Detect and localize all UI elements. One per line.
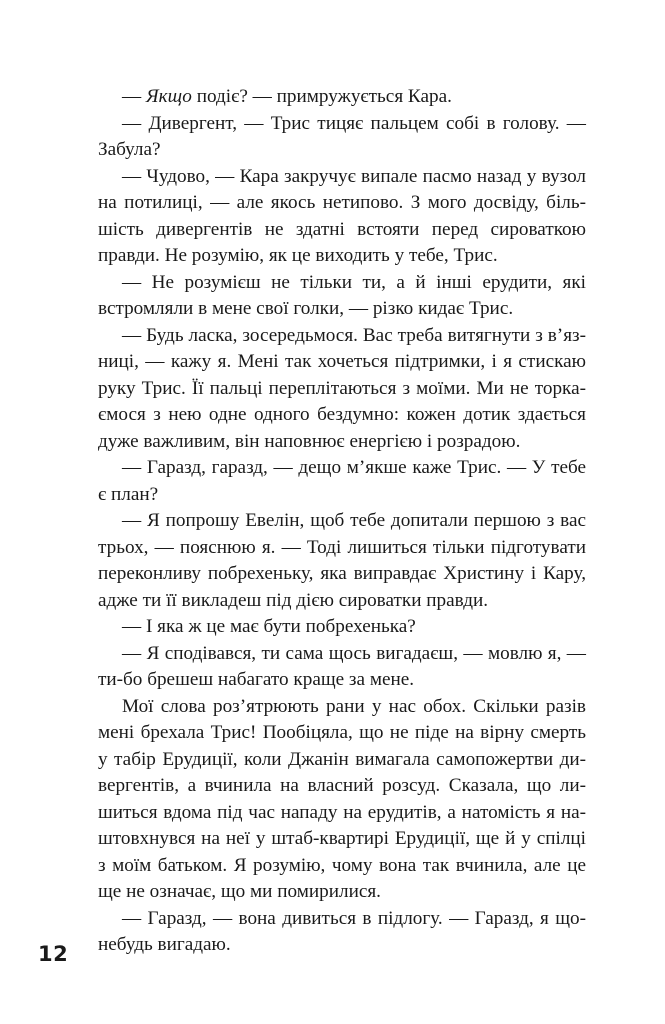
text-line: адже ти її викладеш під дією сироватки правди. xyxy=(98,589,489,611)
text-line: — Я попрошу Евелін, щоб тебе допитали першою з вас xyxy=(122,510,586,531)
text-line: небудь вигадаю. xyxy=(98,934,231,955)
page-number: 12 xyxy=(38,942,69,966)
text-line: штовхнувся на неї у штаб-квартирі Ерудиції, ще й у спілці xyxy=(98,828,586,849)
text-line: вергентів, а вчинила на власний розсуд. Сказала, що ли- xyxy=(98,775,586,796)
text-line: — Чудово, — Кара закручує випале пасмо назад у вузол xyxy=(122,165,586,187)
text-line: ниці, — кажу я. Мені так хочеться підтримки, і я стискаю xyxy=(98,351,586,372)
text-line: з моїм батьком. Я розумію, чому вона так вчинила, але це xyxy=(98,854,586,876)
text-line: — Дивергент, — Трис тицяє пальцем собі в голову. — xyxy=(122,112,586,134)
text-line: переконливу побрехеньку, яка виправдає Христину і Кару, xyxy=(98,563,586,584)
text-line: ще не означає, що ми помирилися. xyxy=(98,881,381,902)
text-line: — І яка ж це має бути побрехенька? xyxy=(122,616,416,637)
text-line: — Не розумієш не тільки ти, а й інші ерудити, які xyxy=(122,271,586,293)
text-line: правди. Не розумію, як це виходить у тебе, Трис. xyxy=(98,245,498,266)
text-line: шиться вдома під час нападу на ерудитів, а натомість я на- xyxy=(98,801,586,823)
text-line: шість дивергентів не здатні встояти перед сироваткою xyxy=(98,218,586,240)
text-line: ємося з нею одне одного бездумно: кожен дотик здається xyxy=(98,404,586,425)
text-line: — Гаразд, — вона дивиться в підлогу. — Гаразд, я що- xyxy=(122,907,586,929)
text-line: трьох, — пояснюю я. — Тоді лишиться тільки підготувати xyxy=(98,536,586,558)
body-text xyxy=(98,84,586,959)
text-line: встромляли в мене свої голки, — різко кидає Трис. xyxy=(98,298,514,319)
text-line: — Я сподівався, ти сама щось вигадаєш, — мовлю я, — xyxy=(122,642,586,664)
text-line: Забула? xyxy=(98,139,161,160)
text-line: дуже важливим, він наповнює енергією і розрадою. xyxy=(98,430,521,452)
text-line: є план? xyxy=(98,483,159,505)
text-line: руку Трис. Її пальці переплітаються з моїми. Ми не торка- xyxy=(98,377,586,399)
text-line: — Будь ласка, зосередьмося. Вас треба витягнути з в’яз- xyxy=(122,324,586,346)
text-line: у табір Ерудиції, коли Джанін вимагала самопожертви ди- xyxy=(98,748,586,770)
text-line: Мої слова роз’ятрюють рани у нас обох. Скільки разів xyxy=(122,695,586,717)
text-line: на потилиці, — але якось нетипово. З мого досвіду, біль- xyxy=(98,192,586,213)
text-line: мені брехала Трис! Пообіцяла, що не піде на вірну смерть xyxy=(98,722,586,743)
text-line: — Гаразд, гаразд, — дещо м’якше каже Трис. — У тебе xyxy=(122,457,586,478)
text-line: ти-бо брешеш набагато краще за мене. xyxy=(98,669,415,690)
text-line: — Якщо подіє? — примружується Кара. xyxy=(122,86,452,107)
